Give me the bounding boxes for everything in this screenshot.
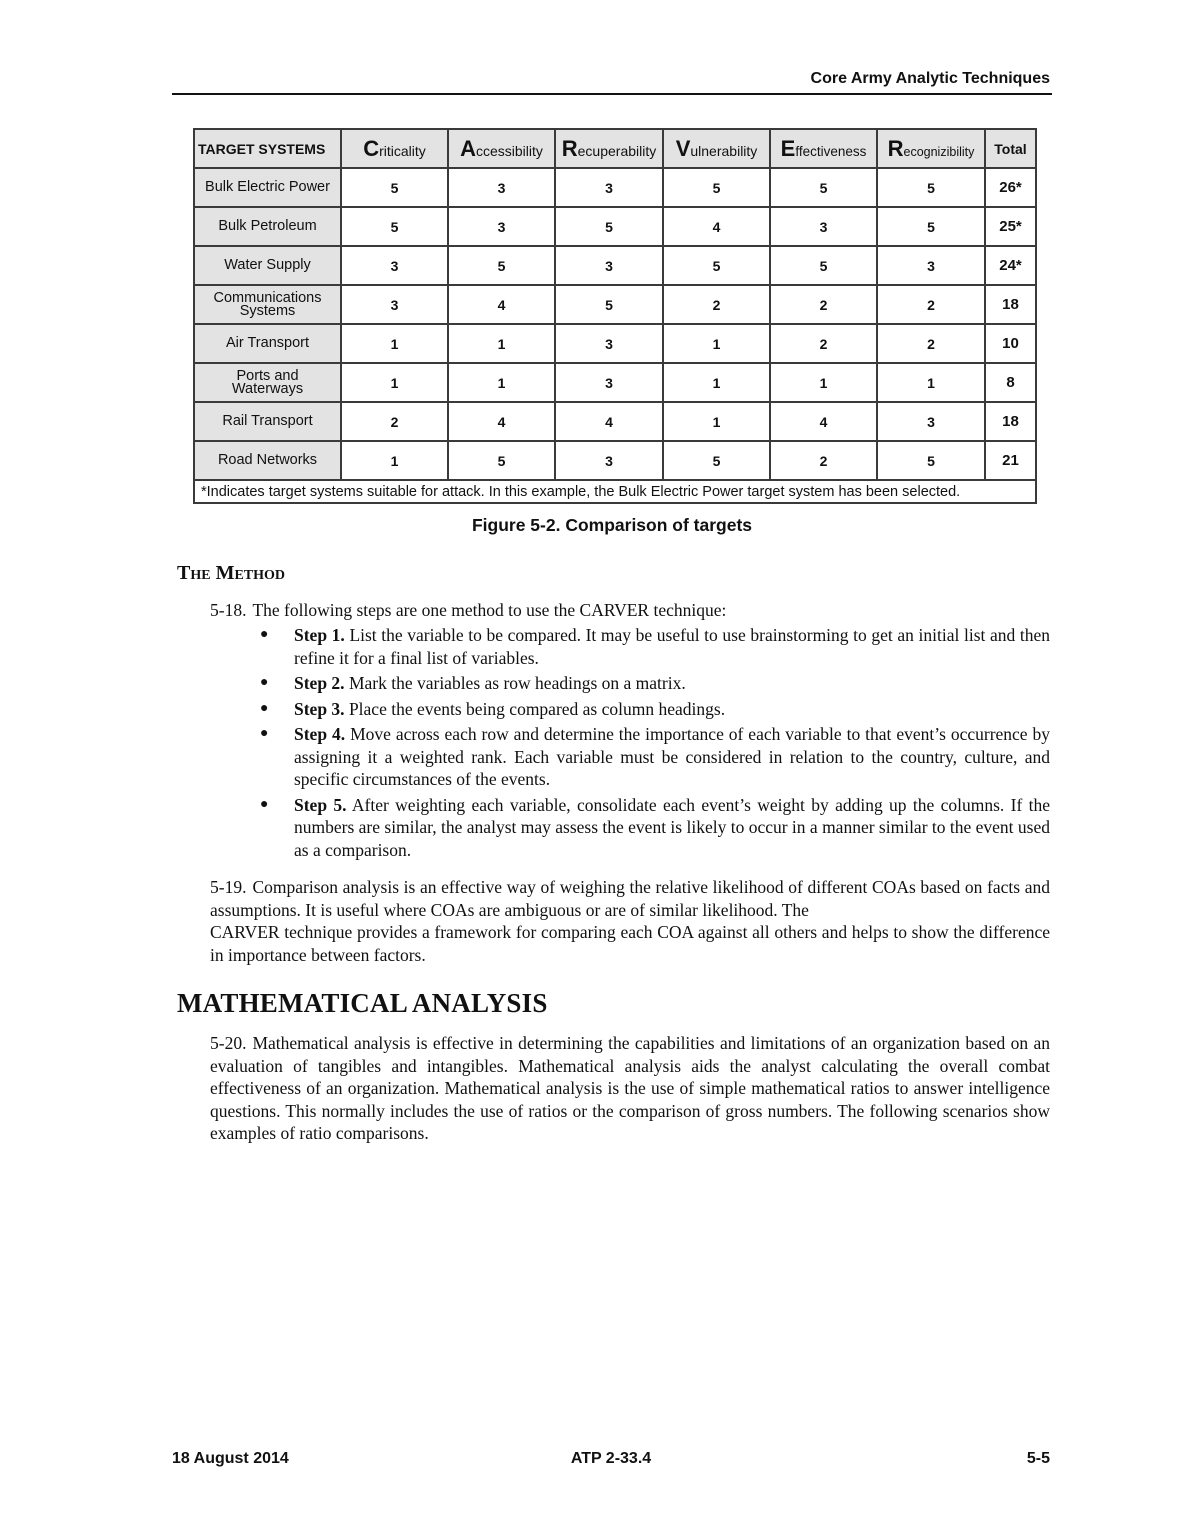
step-label: Step 3.: [294, 698, 345, 719]
total-cell: 18: [985, 402, 1036, 441]
score-cell: 5: [341, 168, 448, 207]
score-cell: 1: [448, 324, 555, 363]
column-initial: A: [460, 135, 476, 161]
bullet-icon: ●: [260, 796, 269, 812]
score-cell: 5: [448, 441, 555, 480]
table-row: [194, 207, 1036, 246]
score-cell: 5: [663, 441, 770, 480]
score-cell: 3: [555, 246, 663, 285]
score-cell: 1: [663, 363, 770, 402]
score-cell: 4: [555, 402, 663, 441]
score-cell: 3: [555, 324, 663, 363]
score-cell: 4: [663, 207, 770, 246]
paragraph-number: 5-20.: [210, 1033, 247, 1053]
total-cell: 26*: [985, 168, 1036, 207]
paragraph-5-18: [210, 599, 1050, 622]
paragraph-5-19: [210, 876, 1050, 966]
score-cell: 5: [770, 246, 877, 285]
score-cell: 3: [877, 402, 985, 441]
column-initial: R: [887, 135, 904, 161]
score-cell: 3: [877, 246, 985, 285]
step-text: List the variable to be compared. It may be useful to use brainstorming to get an initial list and then refine it for a final list of variables.: [294, 625, 1051, 668]
score-cell: 2: [770, 324, 877, 363]
score-cell: 2: [770, 441, 877, 480]
score-cell: 5: [877, 441, 985, 480]
score-cell: 3: [341, 285, 448, 324]
total-cell: 21: [985, 441, 1036, 480]
step-text: Place the events being compared as column headings.: [348, 698, 726, 719]
paragraph-text: [210, 921, 1050, 966]
score-cell: 5: [663, 246, 770, 285]
list-item: [210, 698, 1050, 721]
score-cell: 1: [663, 402, 770, 441]
table-row: [194, 246, 1036, 285]
score-cell: 3: [555, 168, 663, 207]
score-cell: 2: [663, 285, 770, 324]
footer-publication: ATP 2-33.4: [570, 1450, 652, 1467]
score-cell: 4: [448, 285, 555, 324]
paragraph-5-20: [210, 1032, 1050, 1145]
column-rest: riticality: [379, 142, 426, 159]
header-rule: [172, 93, 1052, 95]
column-header-recuperability: [555, 129, 663, 168]
step-text: After weighting each variable, consolidate each event’s weight by adding up the columns. If the numbers are similar, the analyst may assess the event is likely to occur in a manner similar to the event used as a comparison.: [294, 794, 1050, 860]
step-label: Step 1.: [294, 625, 345, 645]
column-rest: ccessibility: [475, 142, 543, 159]
section-heading-mathematical-analysis: MATHEMATICAL ANALYSIS: [177, 988, 548, 1018]
score-cell: 1: [448, 363, 555, 402]
column-initial: E: [780, 135, 796, 161]
table-row: [194, 324, 1036, 363]
target-system-name: [194, 285, 341, 324]
target-system-name: Road Networks: [194, 441, 341, 480]
table-row: [194, 168, 1036, 207]
score-cell: 3: [555, 363, 663, 402]
score-cell: 1: [877, 363, 985, 402]
paragraph-text: The following steps are one method to use the CARVER technique:: [252, 600, 727, 620]
footer-page-number: 5-5: [1026, 1450, 1050, 1467]
column-header-accessibility: [448, 129, 555, 168]
step-label: Step 2.: [294, 673, 345, 693]
column-rest: ecuperability: [577, 142, 657, 159]
step-text: Mark the variables as row headings on a matrix.: [348, 673, 686, 693]
score-cell: 5: [877, 168, 985, 207]
total-cell: 18: [985, 285, 1036, 324]
list-item: [210, 672, 1050, 695]
table-header-row: [194, 129, 1036, 168]
total-cell: 24*: [985, 246, 1036, 285]
score-cell: 3: [448, 207, 555, 246]
score-cell: 1: [663, 324, 770, 363]
score-cell: 2: [877, 324, 985, 363]
score-cell: 5: [448, 246, 555, 285]
column-header-recognizibility: [877, 129, 985, 168]
section-heading-the-method: The Method: [177, 562, 286, 584]
step-text: Move across each row and determine the importance of each variable to that event’s occurrence by assigning it a weighted rank. Each variable must be considered in relation to the country, culture, and specific circumstances of the events.: [294, 724, 1051, 789]
figure-caption: Figure 5-2. Comparison of targets: [471, 515, 753, 535]
score-cell: 1: [341, 324, 448, 363]
table-row: [194, 402, 1036, 441]
table-row: [194, 285, 1036, 324]
paragraph-number: 5-18.: [210, 600, 247, 620]
running-header: Core Army Analytic Techniques: [810, 70, 1050, 87]
score-cell: 5: [555, 207, 663, 246]
score-cell: 2: [341, 402, 448, 441]
score-cell: 3: [770, 207, 877, 246]
paragraph-line: Comparison analysis is an effective way of weighing the relative likelihood of different COAs based on facts and assumptions. It is useful where COAs are ambiguous or are of similar likelihood. The: [210, 877, 1050, 920]
list-item: [210, 794, 1050, 862]
column-initial: R: [561, 135, 578, 161]
step-label: Step 4.: [294, 724, 346, 744]
list-item: [210, 624, 1050, 669]
column-rest: ulnerability: [690, 142, 758, 159]
column-header-effectiveness: [770, 129, 877, 168]
target-system-name: Air Transport: [194, 324, 341, 363]
column-header-vulnerability: [663, 129, 770, 168]
steps-list: [210, 624, 1050, 864]
bullet-icon: ●: [260, 675, 269, 690]
score-cell: 5: [341, 207, 448, 246]
column-header-total: Total: [985, 129, 1036, 168]
step-label: Step 5.: [294, 794, 347, 815]
carver-matrix-table: [193, 128, 1037, 504]
table-row: [194, 441, 1036, 480]
column-rest: ffectiveness: [795, 143, 867, 159]
paragraph-line: CARVER technique provides a framework for comparing each COA against all others and helps to show the difference in importance between factors.: [210, 922, 1050, 965]
score-cell: 5: [555, 285, 663, 324]
target-system-name: Water Supply: [194, 246, 341, 285]
paragraph-text: [210, 876, 1050, 921]
score-cell: 4: [770, 402, 877, 441]
score-cell: 1: [770, 363, 877, 402]
paragraph-number: 5-19.: [210, 877, 247, 897]
score-cell: 2: [877, 285, 985, 324]
total-cell: 25*: [985, 207, 1036, 246]
score-cell: 5: [663, 168, 770, 207]
column-rest: ecognizibility: [903, 144, 975, 159]
score-cell: 5: [770, 168, 877, 207]
score-cell: 5: [877, 207, 985, 246]
paragraph-text: Mathematical analysis is effective in determining the capabilities and limitations of an organization based on an evaluation of tangibles and intangibles. Mathematical analysis aids the analyst calculating the overall combat effectiveness of an organization. Mathematical analysis is the use of simple mathematical ratios to answer intelligence questions. This normally includes the use of ratios or the comparison of gross numbers. The following scenarios show examples of ratio comparisons.: [210, 1033, 1050, 1143]
target-system-name: Bulk Petroleum: [194, 207, 341, 246]
name-line: Systems: [239, 302, 296, 319]
score-cell: 3: [448, 168, 555, 207]
score-cell: 1: [341, 363, 448, 402]
score-cell: 1: [341, 441, 448, 480]
score-cell: 4: [448, 402, 555, 441]
table-footnote: *Indicates target systems suitable for attack. In this example, the Bulk Electric Power target system has been selected.: [194, 480, 1036, 503]
column-initial: C: [363, 135, 380, 161]
score-cell: 3: [555, 441, 663, 480]
target-system-name: [194, 363, 341, 402]
name-line: Ports and: [236, 367, 299, 384]
name-line: Communications: [213, 289, 322, 306]
column-header-criticality: [341, 129, 448, 168]
column-header-target-systems: TARGET SYSTEMS: [194, 129, 341, 168]
bullet-icon: ●: [260, 627, 269, 642]
table-note-row: [194, 480, 1036, 503]
score-cell: 2: [770, 285, 877, 324]
score-cell: 3: [341, 246, 448, 285]
bullet-icon: ●: [260, 700, 269, 716]
bullet-icon: ●: [260, 726, 269, 741]
target-system-name: Rail Transport: [194, 402, 341, 441]
footer-date: 18 August 2014: [172, 1450, 289, 1467]
list-item: [210, 723, 1050, 791]
total-cell: 8: [985, 363, 1036, 402]
target-system-name: Bulk Electric Power: [194, 168, 341, 207]
name-line: Waterways: [231, 380, 304, 397]
total-cell: 10: [985, 324, 1036, 363]
table-row: [194, 363, 1036, 402]
column-initial: V: [675, 135, 691, 161]
